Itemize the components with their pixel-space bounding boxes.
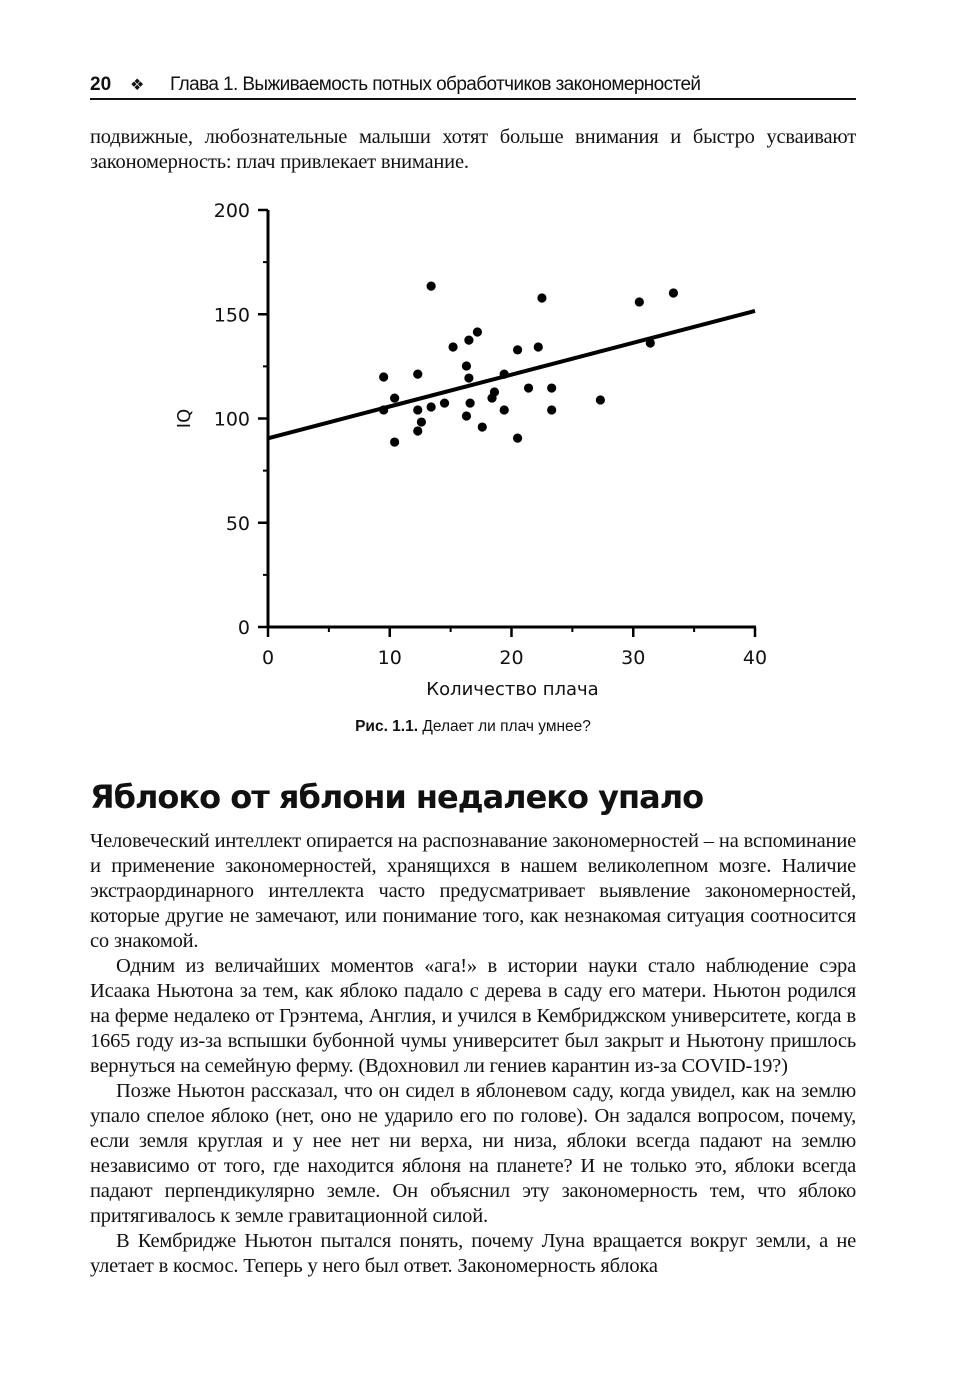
data-point (379, 372, 388, 381)
section-body (90, 829, 856, 1279)
data-point (427, 282, 436, 291)
paragraph: Одним из величайших моментов «ага!» в истории науки стало наблюдение сэра Исаака Ньютона за тем, как яблоко падало с дерева в саду его матери. Ньютон родился на ферме недалеко от Грэнтема, Англия, и учился в Кембриджском университете, когда в 1665 году из-за вспышки бубонной чумы университет был закрыт и Ньютону пришлось вернуться на семейную ферму. (Вдохновил ли гениев карантин из-за COVID-19?) (90, 955, 856, 1077)
x-axis-title: Количество плача (426, 679, 599, 700)
data-point (379, 405, 388, 414)
y-tick-label: 0 (237, 617, 250, 639)
data-point (466, 398, 475, 407)
data-point (534, 342, 543, 351)
ornament-icon: ❖ (130, 77, 145, 94)
x-tick-label: 20 (499, 647, 524, 669)
trend-line (268, 311, 755, 438)
x-tick-label: 30 (621, 647, 646, 669)
data-point (513, 345, 522, 354)
intro-paragraph (90, 125, 856, 175)
data-point (440, 398, 449, 407)
scatter-plot (90, 195, 856, 715)
data-point (462, 361, 471, 370)
data-point (547, 383, 556, 392)
section-heading: Яблоко от яблони недалеко упало (90, 778, 704, 816)
data-point (462, 411, 471, 420)
data-point (524, 383, 533, 392)
page-number: 20 (90, 74, 112, 95)
data-point (500, 369, 509, 378)
x-tick-label: 10 (377, 647, 402, 669)
data-point (487, 393, 496, 402)
data-point (413, 369, 422, 378)
axis-labels (174, 200, 767, 700)
paragraph: Человеческий интеллект опирается на распознавание закономерностей – на вспоминание и применение закономерностей, хранящихся в нашем великолепном мозге. Наличие экстраординарного интеллекта часто предусматривает выявление закономерностей, которые другие не замечают, или понимание того, как незнакомая ситуация соотносится со знакомой. (90, 830, 856, 952)
y-tick-label: 200 (213, 200, 250, 222)
x-tick-label: 0 (261, 647, 275, 669)
caption-label: Рис. 1.1. (355, 718, 419, 735)
paragraph: подвижные, любознательные малыши хотят больше внимания и быстро усваивают закономерность: плач привлекает внимание. (90, 126, 856, 173)
data-point (413, 426, 422, 435)
data-points (268, 282, 755, 447)
x-tick-label: 40 (742, 647, 768, 669)
paragraph: Позже Ньютон рассказал, что он сидел в яблоневом саду, когда увидел, как на землю упало спелое яблоко (нет, оно не ударило его по голове). Он задался вопросом, почему, если земля круглая и у нее нет ни верха, ни низа, яблоки всегда падают на землю независимо от того, где находится яблоня на планете? И не только это, яблоки всегда падают перпендикулярно земле. Он объяснил эту закономерность тем, что яблоко притягивалось к земле гравитационной силой. (90, 1080, 856, 1227)
data-point (500, 405, 509, 414)
y-axis-title: IQ (174, 408, 195, 429)
data-point (537, 293, 546, 302)
data-point (478, 422, 487, 431)
data-point (413, 405, 422, 414)
data-point (547, 405, 556, 414)
axes (258, 210, 756, 637)
data-point (448, 342, 457, 351)
data-point (646, 338, 655, 347)
y-tick-label: 100 (213, 408, 250, 431)
y-tick-label: 50 (225, 512, 250, 535)
data-point (464, 336, 473, 345)
y-tick-label: 150 (213, 304, 250, 327)
running-head (90, 72, 856, 100)
data-point (390, 437, 399, 446)
figure-chart (90, 195, 856, 715)
data-point (417, 417, 426, 426)
data-point (427, 402, 436, 411)
data-point (464, 373, 473, 382)
caption-text: Делает ли плач умнее? (418, 718, 591, 735)
data-point (390, 393, 399, 402)
data-point (473, 327, 482, 336)
data-point (635, 297, 644, 306)
figure-caption (90, 718, 856, 736)
chapter-title: Глава 1. Выживаемость потных обработчиков закономерностей (170, 74, 701, 95)
data-point (596, 395, 605, 404)
data-point (669, 288, 678, 297)
data-point (513, 433, 522, 442)
paragraph: В Кембридже Ньютон пытался понять, почему Луна вращается вокруг земли, а не улетает в космос. Теперь у него был ответ. Закономерность яблока (90, 1230, 856, 1277)
